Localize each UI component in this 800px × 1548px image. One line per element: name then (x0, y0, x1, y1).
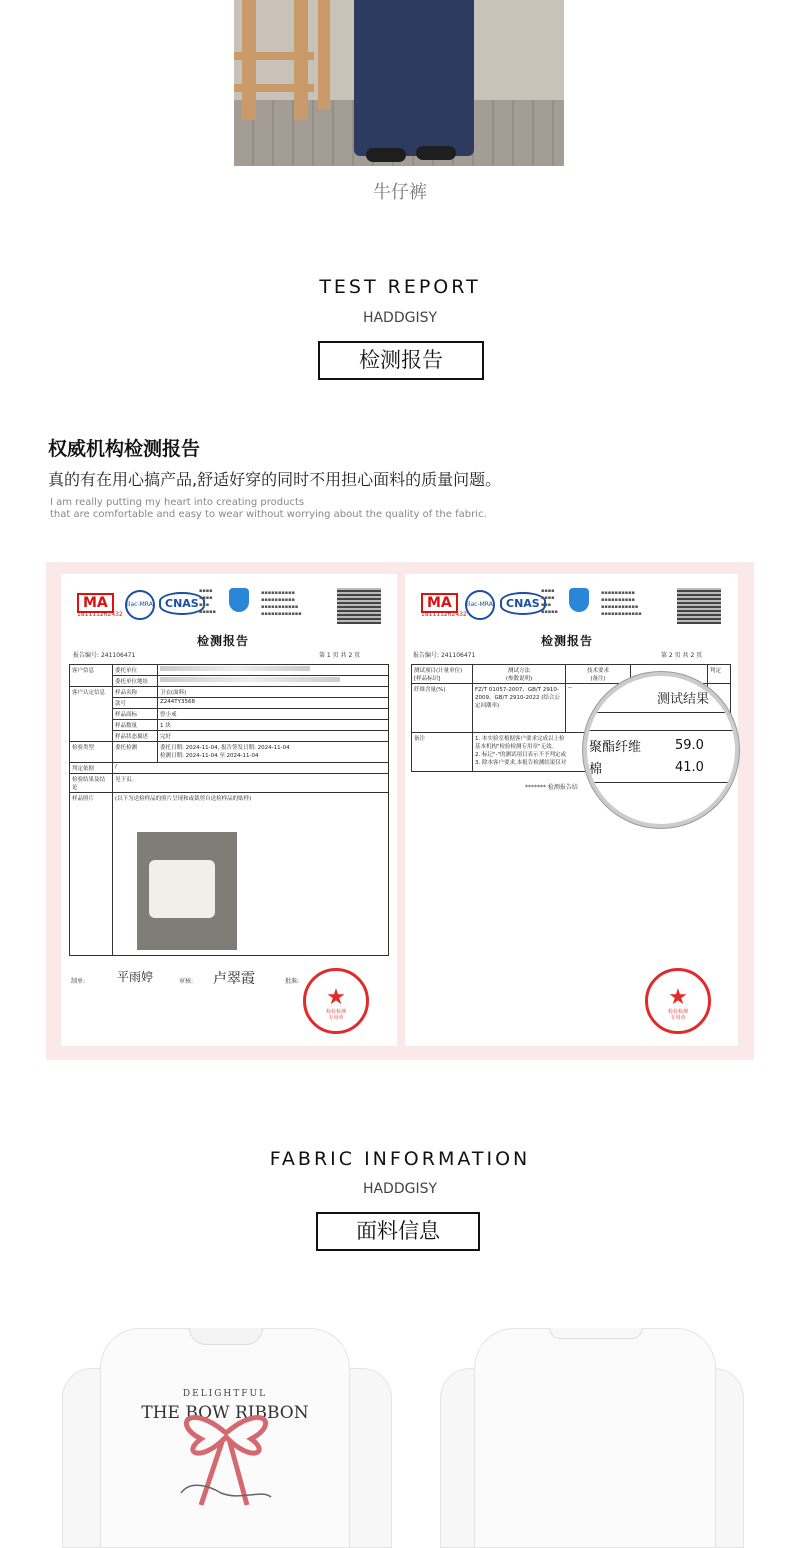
stamp-text: 检验检测 (325, 1009, 346, 1015)
ma-label: MA (77, 593, 114, 613)
cell-client-identify: 客户认定信息 (70, 687, 113, 742)
shoe (366, 148, 406, 162)
fabric-info-heading: FABRIC INFORMATION (269, 1148, 531, 1170)
report-number-label: 报告编号: (73, 652, 100, 659)
brand-name: HADDGISY (362, 310, 438, 326)
cell-req: -- (566, 684, 631, 733)
zoom-header: 测试结果 (657, 692, 710, 707)
cell-value: 曾小戒 (158, 709, 389, 720)
stool-leg (242, 0, 256, 120)
sweatshirt-front (100, 1328, 350, 1548)
cell-dates (158, 742, 389, 763)
cell-conclusion-value: 见下页。 (113, 774, 389, 793)
sign-made-label: 制单: (71, 978, 86, 985)
stamp-text: 检验检测 (667, 1009, 688, 1015)
cell-conclusion: 检验结果及结论 (70, 774, 113, 793)
magnifier-zoom (583, 672, 739, 828)
report-number-label: 报告编号: (413, 652, 440, 659)
cell-blurred (158, 665, 389, 676)
company-stamp (303, 968, 369, 1034)
authority-english-line: that are comfortable and easy to wear without worrying about the quality of the fabric. (50, 509, 487, 520)
cell-value: 卫衣(面料) (158, 687, 389, 698)
lab-contact-info: ▪▪▪▪▪▪▪▪▪▪ ▪▪▪▪▪▪▪▪▪▪ ▪▪▪▪▪▪▪▪▪▪▪ ▪▪▪▪▪▪▪▪▪▪▪▪ (261, 590, 302, 617)
report-page-1 (61, 574, 397, 1046)
remark-line: 3. 除本客户要求,本报告检测结果仅对 (475, 760, 567, 766)
stool-rung (234, 84, 314, 92)
photo-caption: 牛仔裤 (373, 182, 427, 203)
cell-label: 款号 (113, 698, 158, 709)
stool-leg (318, 0, 330, 110)
fiber-value: 41.0 (675, 760, 704, 775)
print-small-text: DELIGHTFUL (182, 1389, 268, 1399)
authority-title: 权威机构检测报告 (48, 438, 201, 460)
head-item-sub: [样品标识] (414, 676, 441, 682)
page-indicator: 第 2 页 共 2 页 (661, 652, 703, 659)
report-title: 检测报告 (541, 634, 594, 648)
company-stamp (645, 968, 711, 1034)
cell-value: 1 块 (158, 720, 389, 731)
test-report-heading: TEST REPORT (319, 276, 481, 298)
lab-contact-info: ▪▪▪▪▪▪▪▪▪▪ ▪▪▪▪▪▪▪▪▪▪ ▪▪▪▪▪▪▪▪▪▪▪ ▪▪▪▪▪▪▪▪▪▪▪▪ (601, 590, 642, 617)
zoom-divider (587, 730, 735, 731)
head-item-text: 测试项目(计量单位) (414, 668, 463, 674)
sign-approve-label: 批准: (285, 978, 300, 985)
cnas-logo: CNAS (500, 592, 546, 615)
fiber-value: 59.0 (675, 738, 704, 753)
cell-value: Z244TY3568 (158, 698, 389, 709)
shoe (416, 146, 456, 160)
sample-fabric (149, 860, 215, 918)
head-method (473, 665, 566, 684)
head-method-text: 测试方法 (507, 668, 530, 674)
cnas-logo: CNAS (159, 592, 205, 615)
ilac-logo: ilac-MRA (465, 590, 495, 620)
report-title: 检测报告 (197, 634, 250, 648)
head-req-text: 技术要求 (586, 668, 609, 674)
cell-client-unit: 委托单位 (113, 665, 158, 676)
neckline (549, 1328, 643, 1339)
print-main-text: THE BOW RIBBON (141, 1403, 309, 1423)
signature-1: 平雨婷 (117, 970, 154, 984)
stamp-star-icon: ★ (668, 985, 688, 1010)
ma-number: 181111262432 (421, 611, 467, 618)
cell-fiber: 纤维含量(%) (412, 684, 473, 733)
page-indicator: 第 1 页 共 2 页 (319, 652, 361, 659)
ma-logo (77, 592, 123, 618)
head-item (412, 665, 473, 684)
shield-badge-icon (229, 588, 249, 612)
product-photo (234, 0, 564, 166)
cell-blurred (158, 676, 389, 687)
photo-note: (以下为送检样品的照片呈现和或裁剪自送检样品的贴样) (115, 796, 252, 802)
fiber-name: 棉 (589, 762, 603, 777)
accreditation-note: ▪▪▪▪ ▪▪▪▪ ▪▪▪ ▪▪▪▪▪ (541, 588, 558, 615)
ilac-logo: ilac-MRA (125, 590, 155, 620)
cell-label: 样品商标 (113, 709, 158, 720)
cell-method: FZ/T 01057-2007、GB/T 2910-2009、GB/T 2910-2022 (结合公定回潮率) (473, 684, 566, 733)
accreditation-note: ▪▪▪▪ ▪▪▪▪ ▪▪▪ ▪▪▪▪▪ (199, 588, 216, 615)
remark-line: 2. 标记"-"的测试项目表示不予判定或 (475, 752, 567, 758)
cell-label: 样品数量 (113, 720, 158, 731)
jeans (354, 0, 474, 156)
brand-name: HADDGISY (362, 1181, 438, 1197)
dates-line: 委托日期: 2024-11-04, 报告签发日期: 2024-11-04 (160, 745, 290, 751)
remark-line: 1. 本实验室根据客户要求完成以上检 (475, 736, 565, 742)
barcode (677, 588, 721, 624)
cell-basis-value: / (113, 763, 389, 774)
signature-2: 卢翠霞 (213, 971, 255, 987)
report-number-value: 241106471 (100, 652, 136, 659)
authority-description: 真的有在用心搞产品,舒适好穿的同时不用担心面料的质量问题。 (48, 470, 502, 489)
cell-label: 样品名称 (113, 687, 158, 698)
ma-logo (421, 592, 467, 618)
report-end-mark: ******* 检测报告结 (525, 784, 578, 791)
cell-client-addr: 委托单位地址 (113, 676, 158, 687)
cell-photo-label: 样品照片 (70, 793, 113, 956)
ma-label: MA (421, 593, 458, 613)
stamp-star-icon: ★ (326, 985, 346, 1010)
zoom-divider (587, 712, 735, 713)
head-req (566, 665, 631, 684)
head-method-sub: (参数说明) (505, 676, 533, 682)
dates-line: 检测日期: 2024-11-04 至 2024-11-04 (160, 753, 259, 759)
remark-line: 基本机构"检验检测专用章"无效。 (475, 744, 558, 750)
authority-english-line: I am really putting my heart into creating products (50, 497, 305, 508)
zoom-divider (587, 782, 735, 783)
report-number (73, 650, 135, 659)
ma-number: 181111262432 (77, 611, 123, 618)
head-req-sub: (备注) (590, 676, 606, 682)
bow-ribbon-graphic (161, 1393, 291, 1513)
test-report-cn-box: 检测报告 (318, 341, 484, 380)
stool-rung (234, 52, 314, 60)
cell-value: 完好 (158, 731, 389, 742)
cell-client-info: 客户信息 (70, 665, 113, 687)
head-judge: 判定 (708, 665, 731, 684)
sample-photo (137, 832, 237, 950)
fiber-name: 聚酯纤维 (589, 740, 642, 755)
report-number (413, 650, 475, 659)
cell-test-type: 检验类型 (70, 742, 113, 763)
barcode (337, 588, 381, 624)
neckline (189, 1328, 263, 1345)
stamp-text: 专用章 (328, 1015, 344, 1021)
shield-badge-icon (569, 588, 589, 612)
cell-remark-label: 备注 (412, 733, 473, 772)
fabric-info-cn-box: 面料信息 (316, 1212, 480, 1251)
cell-client-test: 委托检测 (113, 742, 158, 763)
report-number-value: 241106471 (440, 652, 476, 659)
cell-basis: 判定依据 (70, 763, 113, 774)
cell-label: 样品状态描述 (113, 731, 158, 742)
stool-leg (294, 0, 308, 120)
sweatshirt-back (474, 1328, 716, 1548)
sign-review-label: 审核: (179, 978, 194, 985)
stamp-text: 专用章 (670, 1015, 686, 1021)
